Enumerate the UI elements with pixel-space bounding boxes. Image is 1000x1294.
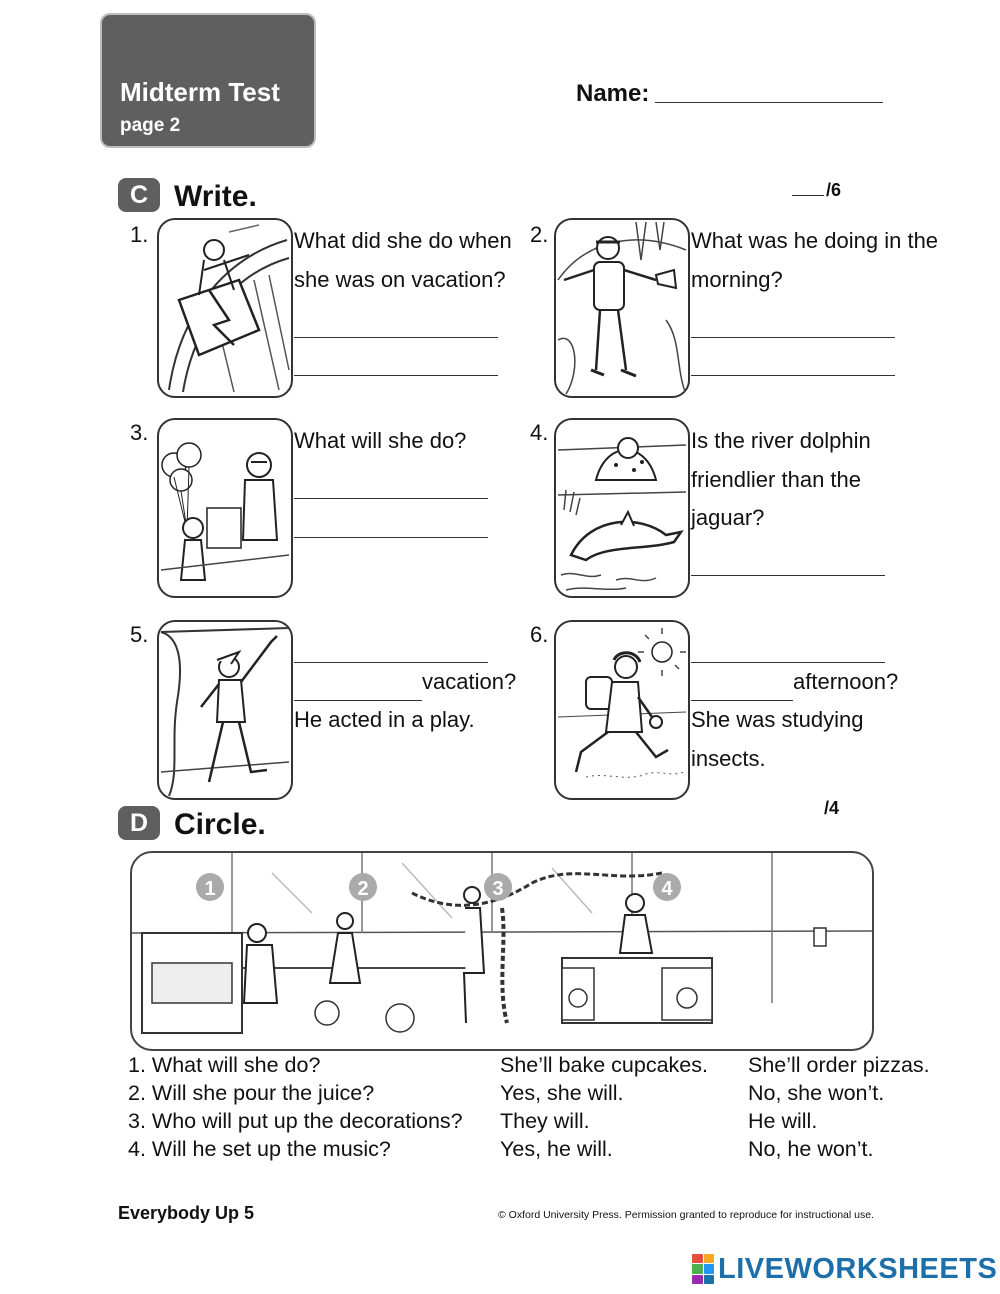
item-3-text [294, 422, 488, 538]
answer-blank[interactable] [691, 309, 895, 338]
option-1a[interactable]: She’ll bake cupcakes. [500, 1053, 708, 1077]
answer-line: He acted in a play. [294, 707, 475, 732]
option-3a[interactable]: They will. [500, 1109, 590, 1133]
option-2b[interactable]: No, she won’t. [748, 1081, 885, 1105]
answer-line: She was studying [691, 707, 864, 732]
question-line: vacation? [422, 668, 517, 694]
option-4a[interactable]: Yes, he will. [500, 1137, 613, 1161]
option-4b[interactable]: No, he won’t. [748, 1137, 874, 1161]
play-actor-drawing [159, 622, 291, 798]
dolphin-jaguar-drawing [556, 420, 688, 596]
question-line: afternoon? [793, 668, 899, 694]
question-3: 3. Who will put up the decorations? [128, 1109, 463, 1133]
question-2: 2. Will she pour the juice? [128, 1081, 375, 1105]
item-6-number: 6. [530, 622, 549, 647]
name-input[interactable] [655, 102, 883, 103]
item-2-number: 2. [530, 222, 549, 247]
marker-2-label: 2 [357, 878, 369, 900]
question-line: What was he doing in the [691, 228, 939, 253]
item-4-number: 4. [530, 420, 549, 445]
kitchen-markers [132, 853, 872, 1049]
item-3-number: 3. [130, 420, 149, 445]
answer-blank[interactable] [294, 672, 422, 701]
option-1b[interactable]: She’ll order pizzas. [748, 1053, 930, 1077]
section-d-title: Circle. [174, 808, 266, 841]
answer-blank[interactable] [294, 347, 498, 376]
answer-blank[interactable] [294, 470, 488, 499]
question-line: she was on vacation? [294, 266, 506, 292]
rollercoaster-drawing [159, 220, 291, 396]
marker-3-label: 3 [492, 878, 504, 900]
item-1-number: 1. [130, 222, 149, 247]
section-c-score: /6 [792, 180, 841, 201]
item-6-text [691, 624, 898, 778]
answer-blank[interactable] [691, 672, 793, 701]
answer-blank[interactable] [294, 309, 498, 338]
item-2-text [691, 222, 938, 376]
cave-explorer-picture [554, 218, 690, 398]
answer-blank[interactable] [294, 634, 488, 663]
dolphin-jaguar-picture [554, 418, 690, 598]
party-shop-picture [157, 418, 293, 598]
kitchen-party-picture [130, 851, 874, 1051]
item-5-text [294, 624, 516, 740]
answer-line: insects. [691, 745, 766, 771]
section-d-score: /4 [824, 798, 840, 818]
name-label: Name: [576, 80, 650, 107]
option-2a[interactable]: Yes, she will. [500, 1081, 624, 1105]
question-4: 4. Will he set up the music? [128, 1137, 391, 1161]
question-line: morning? [691, 266, 783, 292]
liveworksheets-brand [692, 1252, 997, 1286]
score-blank[interactable] [792, 195, 824, 196]
liveworksheets-wordmark: LIVEWORKSHEETS [718, 1252, 998, 1285]
answer-blank[interactable] [691, 547, 885, 576]
test-header-box [100, 13, 316, 148]
item-5-number: 5. [130, 622, 149, 647]
marker-1-label: 1 [204, 878, 216, 900]
answer-blank[interactable] [691, 347, 895, 376]
party-shop-drawing [159, 420, 291, 596]
question-line: jaguar? [691, 505, 765, 530]
book-title: Everybody Up 5 [118, 1203, 255, 1223]
insect-study-drawing [556, 622, 688, 798]
item-1-text [294, 222, 512, 376]
question-1: 1. What will she do? [128, 1053, 321, 1077]
play-actor-picture [157, 620, 293, 800]
question-line: friendlier than the [691, 466, 861, 492]
marker-4-label: 4 [661, 878, 673, 900]
section-d-badge: D [118, 806, 160, 840]
section-c-title: Write. [174, 180, 257, 213]
answer-blank[interactable] [691, 634, 885, 663]
liveworksheets-logo-icon [692, 1254, 714, 1284]
question-line: What did she do when [294, 228, 512, 253]
answer-blank[interactable] [294, 509, 488, 538]
cave-explorer-drawing [556, 220, 688, 396]
option-3b[interactable]: He will. [748, 1109, 818, 1133]
section-c-badge: C [118, 178, 160, 212]
question-line: What will she do? [294, 428, 467, 453]
question-line: Is the river dolphin [691, 428, 871, 453]
test-title: Midterm Test [120, 77, 280, 107]
insect-study-picture [554, 620, 690, 800]
item-4-text [691, 422, 885, 576]
copyright-notice: © Oxford University Press. Permission granted to reproduce for instructional use. [498, 1209, 874, 1221]
page-number: page 2 [120, 115, 181, 136]
rollercoaster-picture [157, 218, 293, 398]
